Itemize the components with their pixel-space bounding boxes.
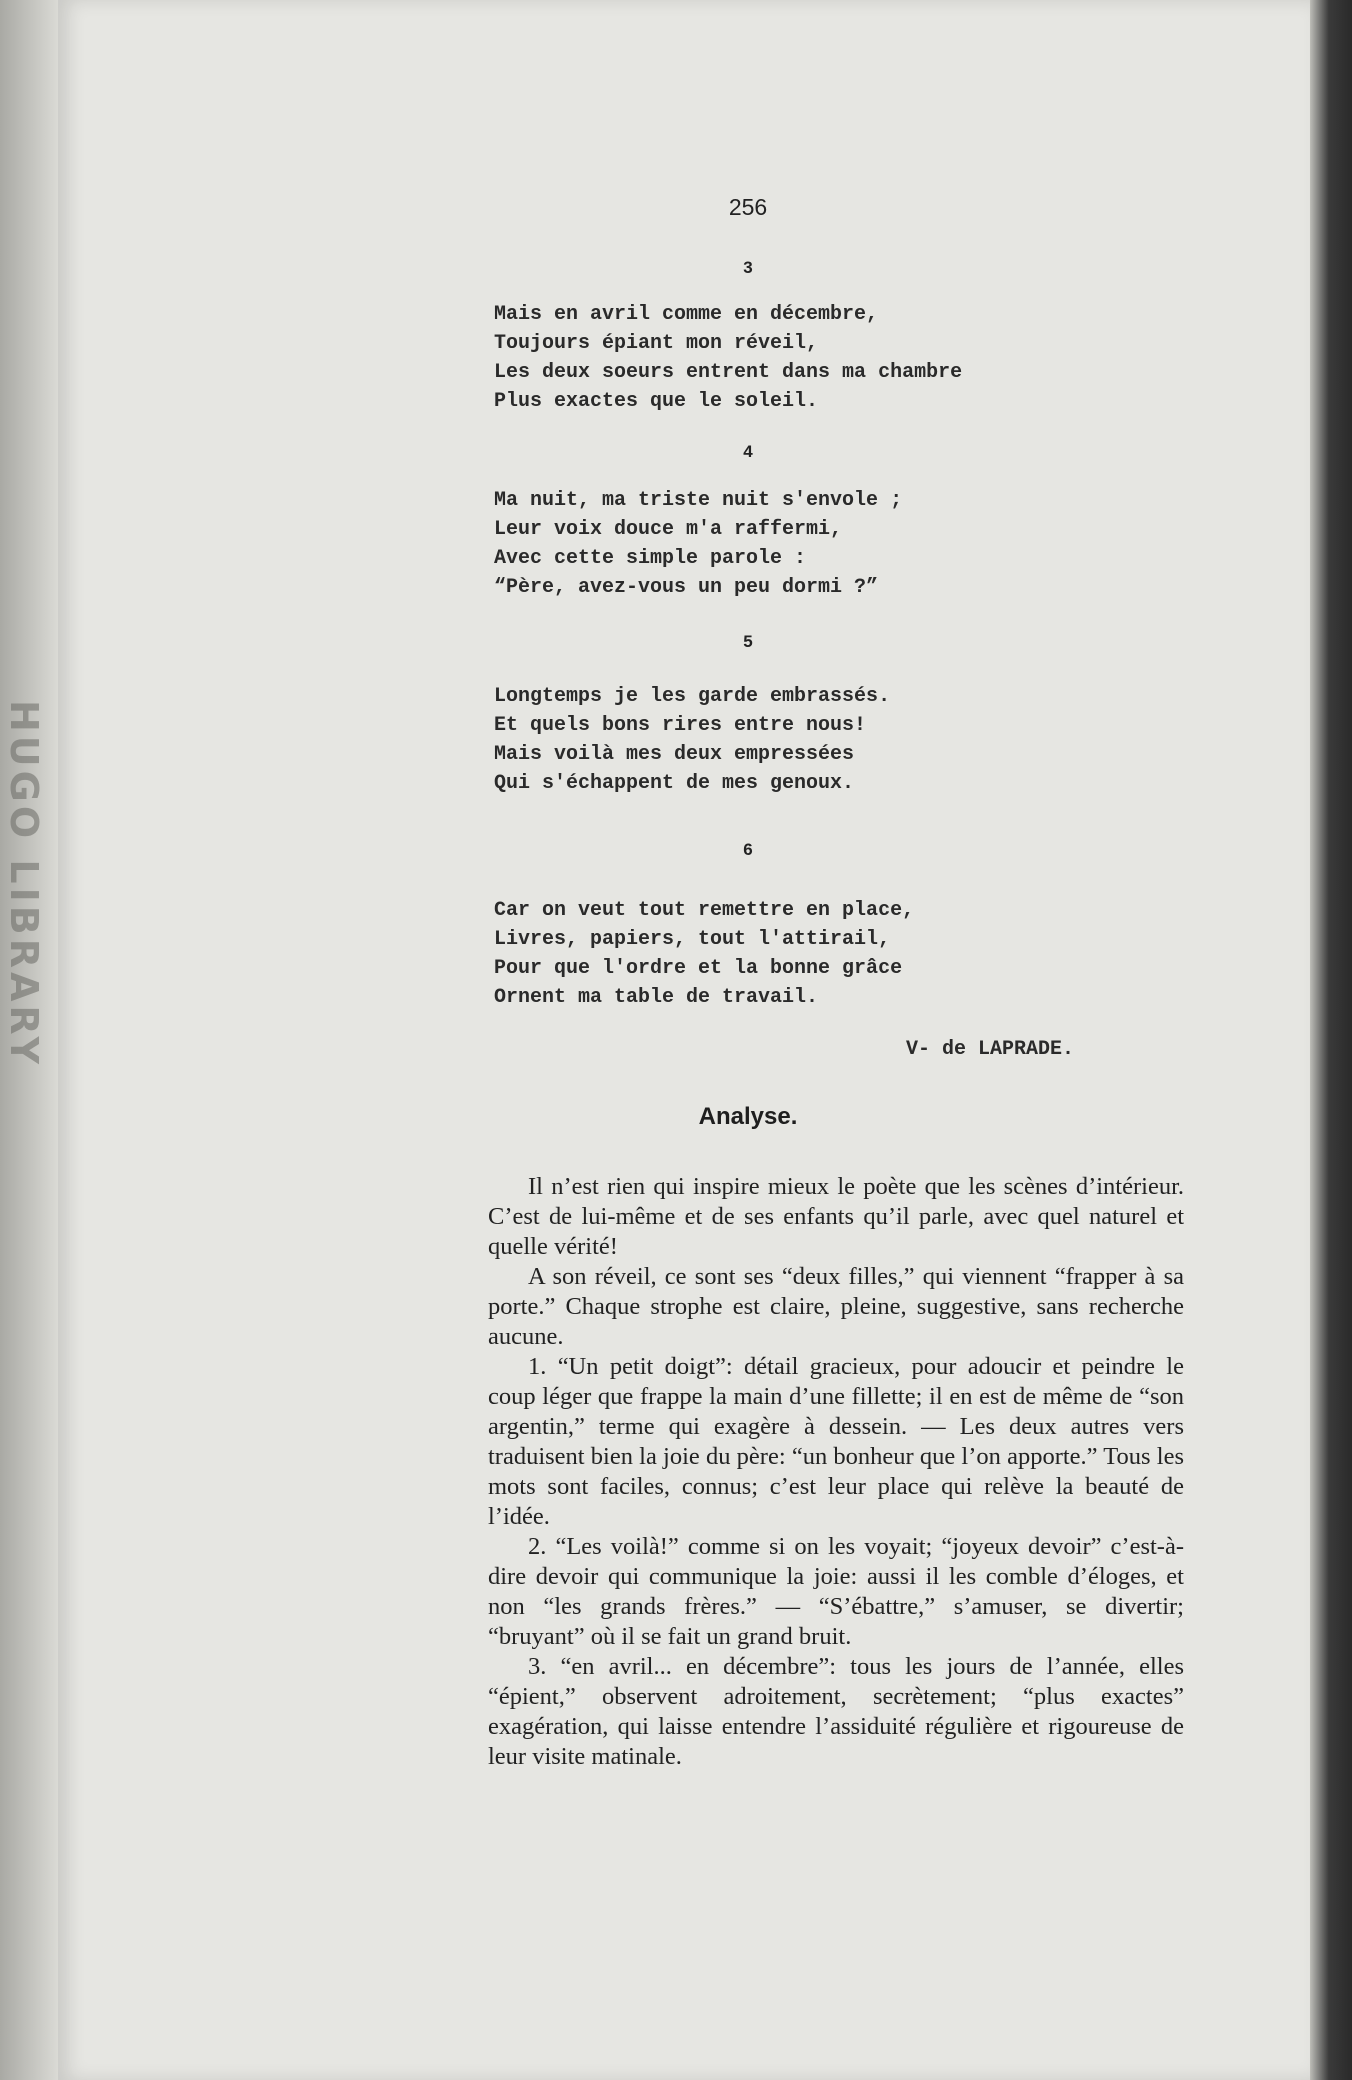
stanza-number-4: 4 bbox=[743, 442, 753, 461]
page-edge bbox=[1310, 0, 1352, 2080]
stanza-number-5: 5 bbox=[743, 632, 753, 651]
verse-line: Longtemps je les garde embrassés. bbox=[494, 685, 891, 708]
stanza-number-6: 6 bbox=[743, 840, 753, 859]
verse-line: Car on veut tout remettre en place, bbox=[494, 899, 915, 922]
verse-line: Plus exactes que le soleil. bbox=[494, 390, 819, 413]
verse-line: “Père, avez-vous un peu dormi ?” bbox=[494, 576, 879, 599]
verse-line: Et quels bons rires entre nous! bbox=[494, 714, 867, 737]
stanza-number-3: 3 bbox=[743, 258, 753, 277]
verse-line: Pour que l'ordre et la bonne grâce bbox=[494, 957, 903, 980]
verse-line: Qui s'échappent de mes genoux. bbox=[494, 772, 855, 795]
book-gutter bbox=[0, 0, 58, 2080]
paragraph: 2. “Les voilà!” comme si on les voyait; “joyeux devoir” c’est-à-dire devoir qui communique la joie: aussi il les comble d’éloges, et non “les grands frères.” — “S’ébattre,” s’amuser, se divertir; “bruyant” où il se fait un grand bruit. bbox=[488, 1533, 1184, 1650]
stanza-5 bbox=[494, 682, 1054, 798]
verse-line: Ornent ma table de travail. bbox=[494, 986, 819, 1009]
paragraph: 1. “Un petit doigt”: détail gracieux, pour adoucir et peindre le coup léger que frappe la main d’une fillette; il en est de même de “son argentin,” terme qui exagère à dessein. — Les deux autres vers traduisent bien la joie du père: “un bonheur que l’on apporte.” Tous les mots sont faciles, connus; c’est leur place qui relève la beauté de l’idée. bbox=[488, 1353, 1184, 1530]
paragraph: A son réveil, ce sont ses “deux filles,” qui viennent “frapper à sa porte.” Chaque strophe est claire, pleine, suggestive, sans recherche aucune. bbox=[488, 1263, 1184, 1350]
stanza-3 bbox=[494, 300, 1054, 416]
verse-line: Ma nuit, ma triste nuit s'envole ; bbox=[494, 489, 903, 512]
library-stamp: HUGO LIBRARY bbox=[2, 700, 46, 1069]
verse-line: Mais en avril comme en décembre, bbox=[494, 303, 879, 326]
page-number: 256 bbox=[728, 194, 768, 220]
section-title: Analyse. bbox=[698, 1103, 798, 1130]
verse-line: Les deux soeurs entrent dans ma chambre bbox=[494, 361, 963, 384]
verse-line: Mais voilà mes deux empressées bbox=[494, 743, 855, 766]
verse-line: Livres, papiers, tout l'attirail, bbox=[494, 928, 891, 951]
verse-line: Leur voix douce m'a raffermi, bbox=[494, 518, 843, 541]
author-signature: V- de LAPRADE. bbox=[906, 1038, 1075, 1061]
verse-line: Avec cette simple parole : bbox=[494, 547, 807, 570]
analysis-text bbox=[488, 1172, 1184, 1772]
paragraph: 3. “en avril... en décembre”: tous les jours de l’année, elles “épient,” observent adroitement, secrètement; “plus exactes” exagération, qui laisse entendre l’assiduité régulière et rigoureuse de leur visite matinale. bbox=[488, 1653, 1184, 1770]
verse-line: Toujours épiant mon réveil, bbox=[494, 332, 819, 355]
stanza-4 bbox=[494, 486, 1054, 602]
stanza-6 bbox=[494, 896, 1054, 1012]
paragraph: Il n’est rien qui inspire mieux le poète que les scènes d’intérieur. C’est de lui-même et de ses enfants qu’il parle, avec quel naturel et quelle vérité! bbox=[488, 1173, 1184, 1260]
